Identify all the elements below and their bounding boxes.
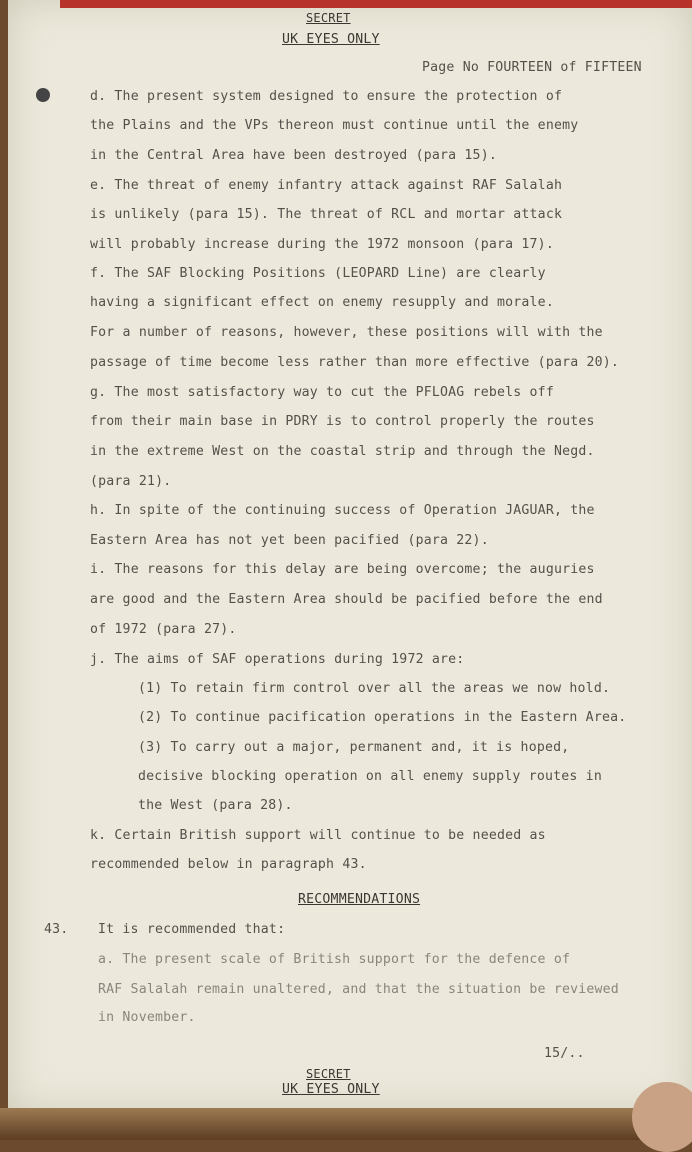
document-page: [8, 0, 692, 1112]
body-line: (3) To carry out a major, permanent and, it is hoped,: [138, 740, 570, 755]
body-line: (2) To continue pacification operations in the Eastern Area.: [138, 710, 627, 725]
recommendation-intro: It is recommended that:: [98, 922, 286, 937]
body-line: decisive blocking operation on all enemy supply routes in: [138, 769, 602, 784]
body-line: Eastern Area has not yet been pacified (para 22).: [90, 533, 489, 548]
body-line: will probably increase during the 1972 monsoon (para 17).: [90, 237, 554, 252]
body-line: are good and the Eastern Area should be pacified before the end: [90, 592, 603, 607]
body-line: recommended below in paragraph 43.: [90, 857, 367, 872]
classification-bottom: SECRET: [306, 1067, 351, 1081]
classification-top: SECRET: [306, 11, 351, 25]
caveat-top: UK EYES ONLY: [282, 32, 380, 47]
body-line: the West (para 28).: [138, 798, 293, 813]
body-line: in the Central Area have been destroyed (para 15).: [90, 148, 497, 163]
body-line: passage of time become less rather than more effective (para 20).: [90, 355, 620, 370]
body-line: in the extreme West on the coastal strip and through the Negd.: [90, 444, 595, 459]
thumb-in-frame: [632, 1082, 692, 1152]
continuation-mark: 15/..: [544, 1046, 585, 1061]
body-line: having a significant effect on enemy resupply and morale.: [90, 295, 554, 310]
body-line: k. Certain British support will continue to be needed as: [90, 828, 546, 843]
body-line: h. In spite of the continuing success of Operation JAGUAR, the: [90, 503, 595, 518]
body-line: For a number of reasons, however, these positions will with the: [90, 325, 603, 340]
body-line: of 1972 (para 27).: [90, 622, 237, 637]
recommendation-a-line1: a. The present scale of British support for the defence of: [98, 952, 571, 967]
body-line: g. The most satisfactory way to cut the PFLOAG rebels off: [90, 385, 554, 400]
recommendation-a-line3: in November.: [98, 1010, 196, 1025]
body-line: j. The aims of SAF operations during 1972 are:: [90, 652, 465, 667]
body-line: from their main base in PDRY is to control properly the routes: [90, 414, 595, 429]
body-line: f. The SAF Blocking Positions (LEOPARD Line) are clearly: [90, 266, 546, 281]
body-line: i. The reasons for this delay are being overcome; the auguries: [90, 562, 595, 577]
punch-hole-mark: [36, 88, 50, 102]
body-line: (para 21).: [90, 474, 172, 489]
recommendation-a-line2: RAF Salalah remain unaltered, and that the situation be reviewed: [98, 982, 619, 997]
body-line: e. The threat of enemy infantry attack against RAF Salalah: [90, 178, 563, 193]
body-line: d. The present system designed to ensure the protection of: [90, 89, 563, 104]
desk-surface: [0, 1108, 692, 1140]
caveat-bottom: UK EYES ONLY: [282, 1082, 380, 1097]
body-line: (1) To retain firm control over all the areas we now hold.: [138, 681, 611, 696]
paragraph-number: 43.: [44, 922, 69, 937]
body-line: the Plains and the VPs thereon must continue until the enemy: [90, 118, 579, 133]
body-line: is unlikely (para 15). The threat of RCL and mortar attack: [90, 207, 563, 222]
red-edge-strip: [60, 0, 692, 8]
recommendations-heading: RECOMMENDATIONS: [298, 892, 421, 907]
page-number-label: Page No FOURTEEN of FIFTEEN: [422, 60, 642, 75]
